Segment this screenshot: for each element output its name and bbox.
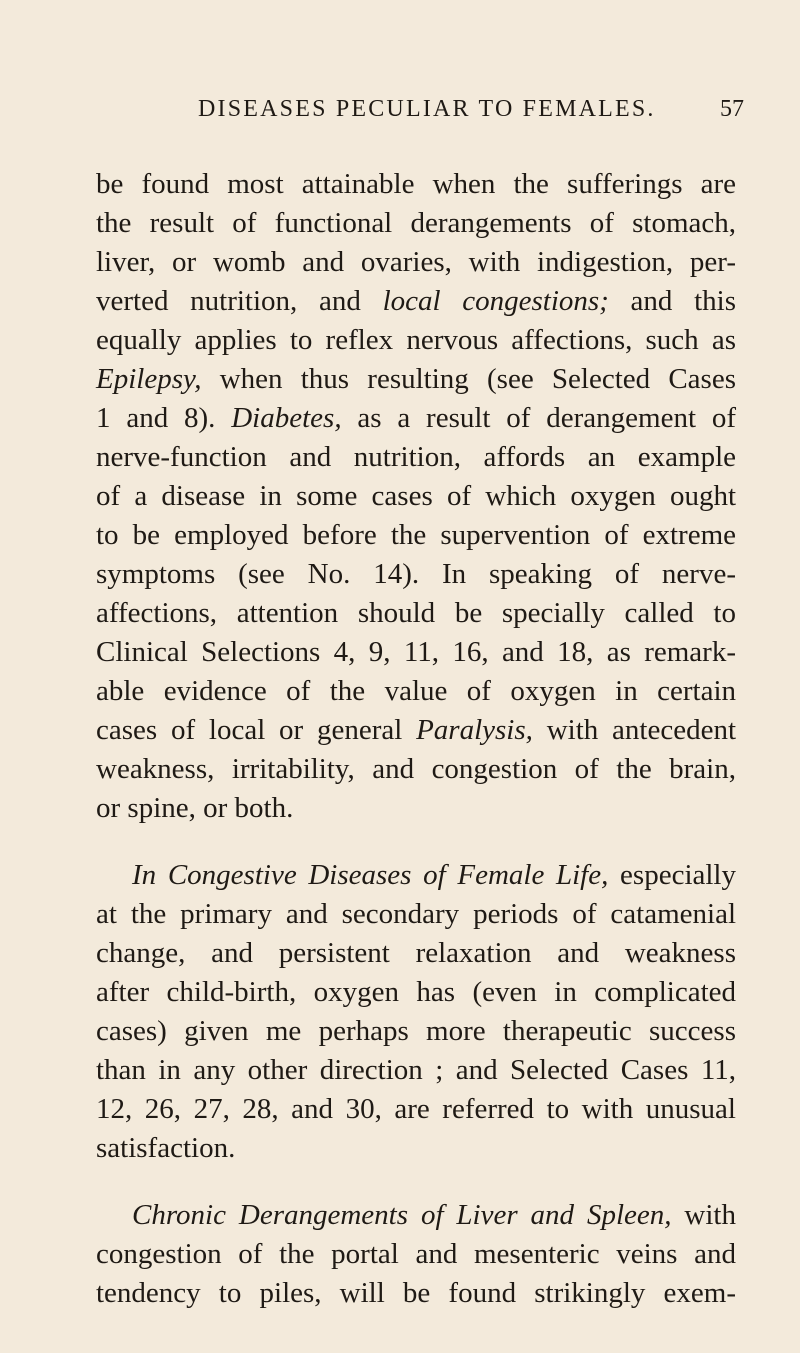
text-line-16: weakness, irritability, and congestion of the brain, <box>96 753 736 785</box>
text-line-2: the result of functional derangements of stomach, <box>96 207 736 239</box>
text-line-12: affections, attention should be specially called to <box>96 597 736 629</box>
text-line-9: of a disease in some cases of which oxygen ought <box>96 480 736 512</box>
paragraph-2-line-8: satisfaction. <box>96 1132 236 1164</box>
text-line-6 <box>96 360 736 398</box>
paragraph-2-line-5: cases) given me perhaps more therapeutic success <box>96 1015 736 1047</box>
paragraph-2-line-2: at the primary and secondary periods of catamenial <box>96 898 736 930</box>
running-head <box>0 92 800 126</box>
text-line-4 <box>96 282 736 320</box>
text-run: with <box>671 1199 736 1231</box>
text-line-11: symptoms (see No. 14). In speaking of nerve- <box>96 558 736 590</box>
italic-term: Diabetes, <box>231 402 342 434</box>
text-run: especially <box>608 859 736 891</box>
italic-heading: In Congestive Diseases of Female Life, <box>132 859 609 891</box>
text-line-8: nerve-function and nutrition, affords an example <box>96 441 736 473</box>
text-run: 1 and 8). <box>96 402 232 434</box>
text-line-1: be found most attainable when the sufferings are <box>96 168 736 200</box>
text-line-5: equally applies to reflex nervous affections, such as <box>96 324 736 356</box>
text-line-10: to be employed before the supervention of extreme <box>96 519 736 551</box>
paragraph-2-line-1 <box>132 856 736 894</box>
text-line-7 <box>96 399 736 437</box>
paragraph-3-line-3: tendency to piles, will be found strikingly exem- <box>96 1277 736 1309</box>
text-line-14: able evidence of the value of oxygen in certain <box>96 675 736 707</box>
text-run: as a result of derangement of <box>341 402 737 434</box>
text-line-3: liver, or womb and ovaries, with indigestion, per- <box>96 246 736 278</box>
page-number: 57 <box>720 96 744 122</box>
italic-term: local congestions; <box>382 285 609 317</box>
text-run: when thus resulting (see Selected Cases <box>201 363 736 395</box>
italic-term: Paralysis, <box>416 714 533 746</box>
running-title: DISEASES PECULIAR TO FEMALES. <box>198 96 656 122</box>
paragraph-2-line-3: change, and persistent relaxation and weakness <box>96 937 736 969</box>
paragraph-2-line-7: 12, 26, 27, 28, and 30, are referred to with unusual <box>96 1093 736 1125</box>
italic-term: Epilepsy, <box>96 363 202 395</box>
text-line-13: Clinical Selections 4, 9, 11, 16, and 18, as remark- <box>96 636 736 668</box>
text-run: with antecedent <box>532 714 736 746</box>
paragraph-2-line-6: than in any other direction ; and Selected Cases 11, <box>96 1054 736 1086</box>
text-run: verted nutrition, and <box>96 285 383 317</box>
text-run: cases of local or general <box>96 714 417 746</box>
text-line-17: or spine, or both. <box>96 792 294 824</box>
text-line-15 <box>96 711 736 749</box>
text-run: and this <box>608 285 737 317</box>
italic-heading: Chronic Derangements of Liver and Spleen, <box>132 1199 672 1231</box>
paragraph-2-line-4: after child-birth, oxygen has (even in complicated <box>96 976 736 1008</box>
paragraph-3-line-1 <box>132 1196 736 1234</box>
paragraph-3-line-2: congestion of the portal and mesenteric veins and <box>96 1238 736 1270</box>
